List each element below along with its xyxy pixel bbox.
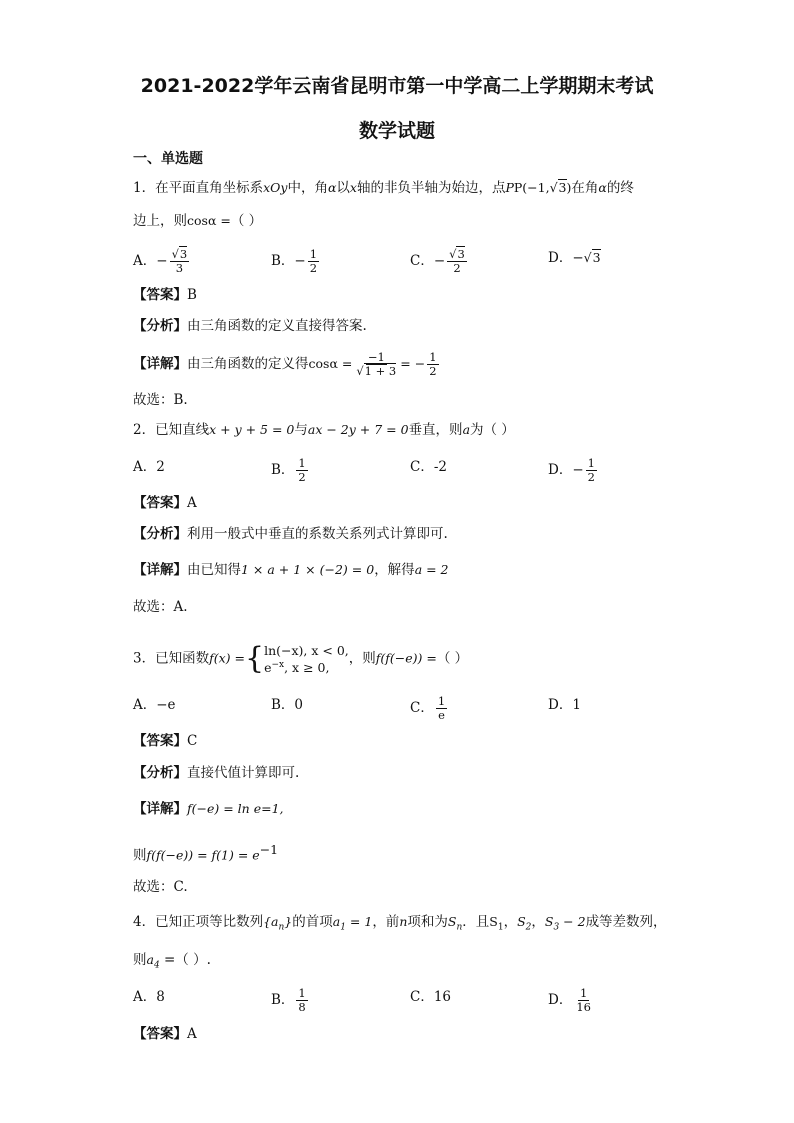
q1-stem-line2: 边上，则cosα =（ ） [133, 213, 263, 229]
q2-stem: 2．已知直线x + y + 5 = 0与ax − 2y + 7 = 0垂直，则a为（ ） [133, 422, 515, 438]
q2-option-c: C．-2 [410, 459, 447, 475]
q4-stem-line2: 则$a_4$ =（ ）. [133, 952, 211, 971]
q2-answer: 【答案】A [133, 495, 197, 511]
q4-answer: 【答案】A [133, 1026, 197, 1042]
q4-option-c: C．16 [410, 989, 452, 1005]
q3-detail-line2: 则$f(f(-e)) = f(1) = e^{-1}$ [133, 842, 279, 864]
q3-answer: 【答案】C [133, 733, 198, 749]
q3-analysis: 【分析】直接代值计算即可. [133, 765, 300, 781]
q3-stem: 3．已知函数f(x) = { ln(−x), x < 0, $e^{-x}$, x ≥ 0, ，则f(f(−e)) =（ ） [133, 641, 469, 677]
q1-detail: 【详解】由三角函数的定义得cosα = $\frac{-1}{√1 + 3}$ = − $\frac{1}{2}$ [133, 350, 437, 378]
q4-option-b: B． $\frac{1}{8}$ [271, 986, 306, 1014]
exam-title: 2021-2022学年云南省昆明市第一中学高二上学期期末考试 [140, 75, 654, 97]
q2-analysis: 【分析】利用一般式中垂直的系数关系列式计算即可. [133, 526, 448, 542]
q4-option-a: A．8 [133, 989, 165, 1005]
q1-analysis: 【分析】由三角函数的定义直接得答案. [133, 318, 367, 334]
q2-option-a: A．2 [133, 459, 165, 475]
q3-option-a: A．−e [133, 697, 176, 713]
q2-option-d: D．− $\frac{1}{2}$ [548, 456, 595, 484]
q4-option-d: D． $\frac{1}{16}$ [548, 986, 591, 1014]
q1-stem: 1．在平面直角坐标系xOy中，角α以x轴的非负半轴为始边，点PP(−1,√3)在角α的终 [133, 180, 634, 196]
q2-option-b: B． $\frac{1}{2}$ [271, 456, 306, 484]
q2-detail: 【详解】由已知得1 × a + 1 × (−2) = 0，解得a = 2 [133, 562, 449, 578]
q1-option-d: D．−√3 [548, 250, 601, 266]
q3-option-c: C． $\frac{1}{e}$ [410, 694, 446, 722]
q1-option-a: A．− $\frac{√3}{3}$ [133, 247, 188, 275]
q3-option-b: B．0 [271, 697, 304, 713]
q3-choose: 故选：C. [133, 879, 188, 895]
q1-option-b: B．− $\frac{1}{2}$ [271, 247, 318, 275]
exam-subtitle: 数学试题 [358, 120, 435, 142]
q1-option-c: C．− $\frac{√3}{2}$ [410, 247, 465, 275]
q1-choose: 故选：B. [133, 392, 188, 408]
q1-answer: 【答案】B [133, 287, 197, 303]
q2-choose: 故选：A. [133, 599, 188, 615]
section-heading: 一、单选题 [133, 151, 203, 167]
q3-detail: 【详解】f(−e) = ln e=1, [133, 801, 284, 817]
q4-stem: 4．已知正项等比数列$\{a_n\}$的首项$a_1 = 1$，前n项和为$S_n$．且$S_1$，$S_2$，$S_3 - 2$成等差数列， [133, 914, 667, 933]
q3-option-d: D．1 [548, 697, 581, 713]
